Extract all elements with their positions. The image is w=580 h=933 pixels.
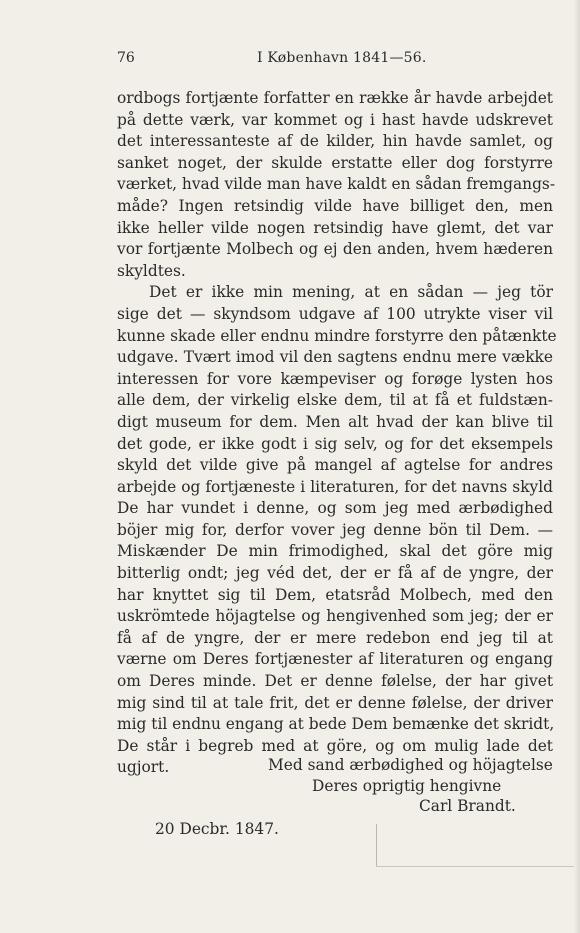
text-line: udgave. Tvært imod vil den sagtens endnu mere vække	[117, 348, 553, 367]
text-line: ordbogs fortjænte forfatter en række år havde arbejdet	[117, 89, 553, 107]
text-line: ikke heller vilde nogen retsindig have glemt, det var	[117, 218, 553, 237]
text-line: har knyttet sig til Dem, etatsråd Molbech, med den	[117, 585, 553, 604]
letter-body	[117, 88, 557, 779]
text-line: sanket noget, der skulde erstatte eller dog forstyrre	[117, 153, 553, 172]
text-line: uskrömtede höjagtelse og hengivenhed som jeg; der er	[117, 607, 553, 626]
text-line: måde? Ingen retsindig vilde have billiget den, men	[117, 196, 553, 215]
text-line: De har vundet i denne, og som jeg med ærbødighed	[117, 499, 553, 518]
text-line: det gode, er ikke godt i sig selv, og for det eksempels	[117, 434, 553, 453]
page-header	[117, 50, 553, 72]
text-line: alle dem, der virkelig elske dem, til at få et fuldstæn-	[117, 391, 553, 410]
text-line: kunne skade eller endnu mindre forstyrre den påtænkte	[117, 326, 557, 345]
text-line: værne om Deres fortjænester af literaturen og engang	[117, 650, 553, 669]
text-line: vor fortjænte Molbech og ej den anden, hvem hæderen	[117, 240, 553, 259]
page-number: 76	[117, 50, 135, 66]
text-line: De står i begreb med at göre, og om mulig lade det	[117, 736, 553, 755]
text-line: skyld det vilde give på mangel af agtelse for andres	[117, 456, 553, 475]
text-line: interessen for vore kæmpeviser og forøge lysten hos	[117, 369, 553, 388]
text-line: bitterlig ondt; jeg véd det, der er få af de yngre, der	[117, 564, 553, 583]
text-line: på dette værk, var kommet og i hast havde udskrevet	[117, 110, 553, 129]
closing-complimentary: Deres oprigtig hengivne	[312, 777, 502, 795]
text-line: arbejde og fortjæneste i literaturen, for det navns skyld	[117, 477, 553, 496]
text-line: værket, hvad vilde man have kaldt en sådan fremgangs-	[117, 175, 556, 194]
closing-salutation: Med sand ærbødighed og höjagtelse	[268, 756, 553, 774]
text-line: det interessanteste af de kilder, hin havde samlet, og	[117, 132, 553, 151]
signature: Carl Brandt.	[419, 797, 516, 815]
text-line: ugjort.	[117, 758, 170, 777]
text-line: mig sind til at tale frit, det er denne følelse, der driver	[117, 693, 553, 712]
margin-mark	[376, 866, 580, 867]
text-line: om Deres minde. Det er denne følelse, der har givet	[117, 672, 553, 691]
margin-mark	[376, 824, 377, 866]
text-line: mig til endnu engang at bede Dem bemænke det skridt,	[117, 715, 555, 734]
page-edge	[574, 0, 580, 933]
running-head: I København 1841—56.	[257, 50, 427, 66]
text-line: Miskænder De min frimodighed, skal det göre mig	[117, 542, 553, 561]
text-line: skyldtes.	[117, 261, 186, 280]
text-line: böjer mig for, derfor vover jeg denne bön til Dem. —	[117, 520, 553, 539]
text-line: sige det — skyndsom udgave af 100 utrykte viser vil	[117, 304, 553, 323]
text-line: Det er ikke min mening, at en sådan — jeg tör	[149, 283, 553, 302]
text-line: få af de yngre, der er mere redebon end jeg til at	[117, 628, 553, 647]
letter-date: 20 Decbr. 1847.	[155, 820, 279, 838]
text-line: digt museum for dem. Men alt hvad der kan blive til	[117, 412, 553, 431]
